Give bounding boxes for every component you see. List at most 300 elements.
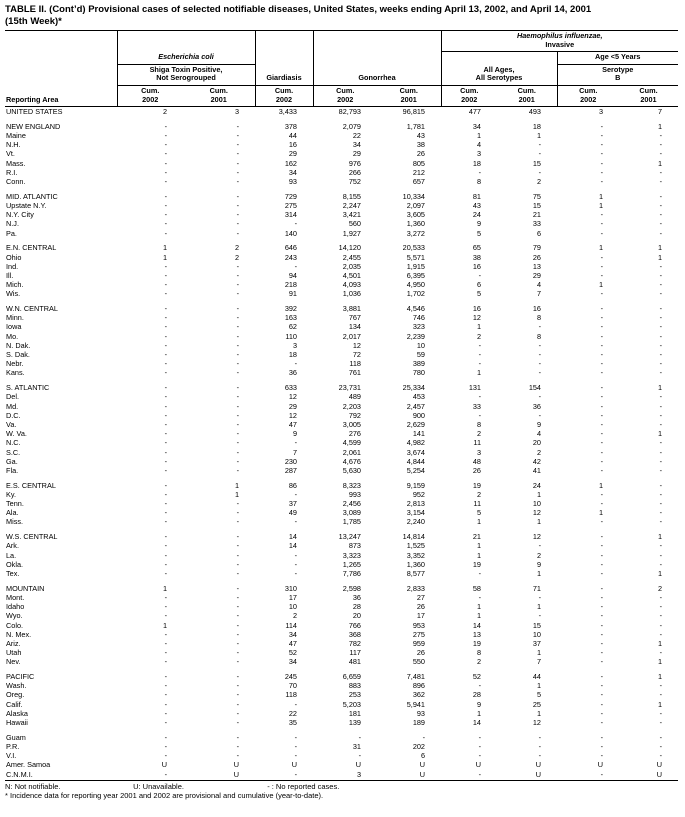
table-row xyxy=(5,411,678,420)
value-cell: 493 xyxy=(528,107,541,117)
value-cell: - xyxy=(659,280,662,290)
value-cell: - xyxy=(164,392,167,402)
value-cell: - xyxy=(236,508,239,518)
value-cell: - xyxy=(600,751,603,761)
reporting-area-cell: Guam xyxy=(6,732,26,742)
reporting-area-cell: Idaho xyxy=(6,602,25,612)
value-cell: 1,360 xyxy=(406,219,425,229)
value-cell: 3,154 xyxy=(406,508,425,518)
table-row xyxy=(5,466,678,475)
value-cell: 378 xyxy=(284,121,297,131)
value-cell: 48 xyxy=(472,456,481,466)
value-cell: 29 xyxy=(532,270,541,280)
value-cell: 362 xyxy=(412,690,425,700)
value-cell: 2,247 xyxy=(342,200,361,210)
value-cell: 3,421 xyxy=(342,210,361,220)
value-cell: - xyxy=(478,769,481,779)
value-cell: 21 xyxy=(532,210,541,220)
value-cell: 761 xyxy=(348,368,361,378)
value-cell: - xyxy=(294,751,297,761)
value-cell: 2,239 xyxy=(406,331,425,341)
value-cell: 3,433 xyxy=(278,107,297,117)
value-cell: 35 xyxy=(288,718,297,728)
value-cell: 3,605 xyxy=(406,210,425,220)
header-spacer xyxy=(5,64,117,85)
value-cell: - xyxy=(164,447,167,457)
value-cell: 2 xyxy=(234,252,239,262)
table-row xyxy=(5,457,678,466)
value-cell: 17 xyxy=(416,611,425,621)
value-cell: - xyxy=(164,261,167,271)
reporting-area-cell: Ark. xyxy=(6,541,19,551)
table-row xyxy=(5,611,678,620)
table-row xyxy=(5,271,678,280)
header-all-ages xyxy=(441,64,557,85)
value-cell: 481 xyxy=(348,657,361,667)
table-row xyxy=(5,481,678,490)
header-ecoli-group: Escherichia coli xyxy=(117,52,255,65)
notifiable-diseases-table xyxy=(5,30,678,779)
table-row xyxy=(5,551,678,560)
reporting-area-cell: La. xyxy=(6,550,17,560)
table-row xyxy=(5,621,678,630)
value-cell: - xyxy=(600,638,603,648)
value-cell: 1 xyxy=(598,280,603,290)
value-cell: - xyxy=(164,438,167,448)
cum-label: Cum. xyxy=(209,85,228,95)
header-spacer xyxy=(5,52,117,65)
value-cell: - xyxy=(164,550,167,560)
value-cell: 15 xyxy=(532,158,541,168)
value-cell: 1 xyxy=(598,480,603,490)
value-cell: - xyxy=(236,629,239,639)
reporting-area-cell: Md. xyxy=(6,401,19,411)
table-row xyxy=(5,313,678,322)
reporting-area-cell: Colo. xyxy=(6,620,24,630)
header-gonorrhea: Gonorrhea xyxy=(313,64,441,85)
value-cell: - xyxy=(164,270,167,280)
value-cell: 3,352 xyxy=(406,550,425,560)
table-row xyxy=(5,429,678,438)
value-cell: 2,061 xyxy=(342,447,361,457)
header-ecoli-cum-2002 xyxy=(117,85,183,106)
cum-label: Cum. xyxy=(460,85,479,95)
value-cell: 1 xyxy=(536,131,541,141)
value-cell: - xyxy=(164,699,167,709)
value-cell: - xyxy=(236,350,239,360)
value-cell: 1 xyxy=(598,191,603,201)
value-cell: 4 xyxy=(476,140,481,150)
value-cell: 14 xyxy=(288,532,297,542)
value-cell: - xyxy=(164,508,167,518)
value-cell: - xyxy=(600,410,603,420)
value-cell: 1 xyxy=(657,657,662,667)
value-cell: 550 xyxy=(412,657,425,667)
value-cell: 1,525 xyxy=(406,541,425,551)
value-cell: 37 xyxy=(532,638,541,648)
value-cell: 6 xyxy=(420,751,425,761)
value-cell: - xyxy=(659,219,662,229)
value-cell: - xyxy=(236,304,239,314)
value-cell: 275 xyxy=(412,629,425,639)
value-cell: 26 xyxy=(416,149,425,159)
value-cell: 14,120 xyxy=(338,243,361,253)
value-cell: - xyxy=(659,177,662,187)
value-cell: - xyxy=(600,313,603,323)
value-cell: 59 xyxy=(416,350,425,360)
value-cell: 4 xyxy=(536,280,541,290)
value-cell: 10 xyxy=(532,499,541,509)
header-ecoli-subgroup-line1: Shiga Toxin Positive, xyxy=(149,64,223,74)
value-cell: - xyxy=(538,732,541,742)
table-row xyxy=(5,700,678,709)
value-cell: - xyxy=(538,322,541,332)
value-cell: 6 xyxy=(476,280,481,290)
value-cell: - xyxy=(659,131,662,141)
value-cell: - xyxy=(600,158,603,168)
value-cell: 29 xyxy=(352,149,361,159)
value-cell: - xyxy=(236,210,239,220)
table-row xyxy=(5,420,678,429)
value-cell: - xyxy=(659,368,662,378)
header-spacer xyxy=(255,31,313,52)
header-hinfluenzae-invasive: Invasive xyxy=(545,39,575,49)
footnotes xyxy=(5,780,678,801)
value-cell: 18 xyxy=(472,158,481,168)
table-row xyxy=(5,350,678,359)
table-row xyxy=(5,630,678,639)
value-cell: - xyxy=(294,517,297,527)
value-cell: - xyxy=(600,592,603,602)
value-cell: 36 xyxy=(532,401,541,411)
value-cell: - xyxy=(236,149,239,159)
table-row xyxy=(5,569,678,578)
value-cell: - xyxy=(164,410,167,420)
value-cell: 3,323 xyxy=(342,550,361,560)
value-cell: - xyxy=(164,489,167,499)
reporting-area-cell: E.S. CENTRAL xyxy=(6,480,56,490)
value-cell: - xyxy=(600,541,603,551)
value-cell: 657 xyxy=(412,177,425,187)
reporting-area-cell: Ky. xyxy=(6,489,17,499)
value-cell: 2,455 xyxy=(342,252,361,262)
reporting-area-cell: N. Dak. xyxy=(6,340,31,350)
reporting-area-cell: Alaska xyxy=(6,708,28,718)
value-cell: 2,203 xyxy=(342,401,361,411)
reporting-area-cell: S. ATLANTIC xyxy=(6,383,50,393)
value-cell: - xyxy=(164,140,167,150)
value-cell: - xyxy=(600,270,603,280)
value-cell: - xyxy=(659,149,662,159)
value-cell: - xyxy=(294,550,297,560)
header-giardiasis-cum-2002 xyxy=(255,85,313,106)
reporting-area-cell: Wash. xyxy=(6,681,27,691)
value-cell: - xyxy=(478,167,481,177)
value-cell: - xyxy=(659,708,662,718)
value-cell: U xyxy=(161,760,167,770)
value-cell: - xyxy=(236,456,239,466)
value-cell: - xyxy=(164,158,167,168)
value-cell: - xyxy=(164,228,167,238)
value-cell: 28 xyxy=(472,690,481,700)
value-cell: - xyxy=(538,410,541,420)
value-cell: - xyxy=(659,465,662,475)
year-label: 2001 xyxy=(518,94,535,104)
value-cell: - xyxy=(236,140,239,150)
table-row xyxy=(5,657,678,666)
reporting-area-cell: Ala. xyxy=(6,508,19,518)
value-cell: - xyxy=(164,708,167,718)
value-cell: - xyxy=(164,331,167,341)
value-cell: - xyxy=(600,550,603,560)
value-cell: 1 xyxy=(476,541,481,551)
value-cell: - xyxy=(358,751,361,761)
value-cell: - xyxy=(294,741,297,751)
value-cell: - xyxy=(659,751,662,761)
value-cell: 952 xyxy=(412,489,425,499)
value-cell: - xyxy=(600,447,603,457)
value-cell: 34 xyxy=(472,121,481,131)
value-cell: - xyxy=(600,611,603,621)
value-cell: 25,334 xyxy=(402,383,425,393)
table-row xyxy=(5,681,678,690)
value-cell: - xyxy=(164,210,167,220)
value-cell: 43 xyxy=(472,200,481,210)
value-cell: 131 xyxy=(468,383,481,393)
header-spacer xyxy=(255,52,313,65)
value-cell: 766 xyxy=(348,620,361,630)
year-label: 2002 xyxy=(275,94,293,104)
table-row xyxy=(5,341,678,350)
value-cell: - xyxy=(600,769,603,779)
value-cell: - xyxy=(236,611,239,621)
table-row xyxy=(5,322,678,331)
value-cell: - xyxy=(600,629,603,639)
value-cell: 2,457 xyxy=(406,401,425,411)
value-cell: - xyxy=(236,429,239,439)
value-cell: - xyxy=(164,177,167,187)
legend-unavailable: U: Unavailable. xyxy=(133,781,184,791)
year-label: 2002 xyxy=(461,94,478,104)
value-cell: - xyxy=(236,681,239,691)
value-cell: 49 xyxy=(288,508,297,518)
value-cell: - xyxy=(600,517,603,527)
value-cell: 1 xyxy=(536,569,541,578)
value-cell: - xyxy=(659,741,662,751)
value-cell: 2 xyxy=(657,583,662,593)
value-cell: - xyxy=(236,559,239,569)
value-cell: 72 xyxy=(352,350,361,360)
value-cell: 7 xyxy=(536,657,541,667)
value-cell: - xyxy=(600,699,603,709)
value-cell: 253 xyxy=(348,690,361,700)
value-cell: - xyxy=(236,732,239,742)
value-cell: 38 xyxy=(472,252,481,262)
reporting-area-cell: Iowa xyxy=(6,322,22,332)
value-cell: 2 xyxy=(536,447,541,457)
value-cell: 10 xyxy=(416,340,425,350)
value-cell: - xyxy=(600,465,603,475)
table-row xyxy=(5,192,678,201)
table-row xyxy=(5,742,678,751)
value-cell: 163 xyxy=(284,313,297,323)
value-cell: 1,702 xyxy=(406,289,425,299)
value-cell: - xyxy=(236,672,239,682)
value-cell: 18 xyxy=(532,121,541,131)
value-cell: - xyxy=(659,592,662,602)
value-cell: - xyxy=(236,648,239,658)
table-row xyxy=(5,149,678,158)
value-cell: 134 xyxy=(348,322,361,332)
value-cell: 310 xyxy=(284,583,297,593)
value-cell: - xyxy=(236,751,239,761)
reporting-area-cell: C.N.M.I. xyxy=(6,769,33,779)
value-cell: - xyxy=(600,732,603,742)
value-cell: 1 xyxy=(536,489,541,499)
value-cell: 140 xyxy=(284,228,297,238)
reporting-area-cell: Ohio xyxy=(6,252,22,262)
value-cell: 245 xyxy=(284,672,297,682)
value-cell: 139 xyxy=(348,718,361,728)
year-label: 2001 xyxy=(210,94,227,104)
header-serotype-b xyxy=(557,64,678,85)
value-cell: 2,097 xyxy=(406,200,425,210)
header-row-4 xyxy=(5,85,678,106)
value-cell: 1 xyxy=(162,620,167,630)
value-cell: 1 xyxy=(536,708,541,718)
value-cell: 976 xyxy=(348,158,361,168)
value-cell: 26 xyxy=(472,465,481,475)
value-cell: - xyxy=(600,149,603,159)
value-cell: - xyxy=(236,228,239,238)
value-cell: - xyxy=(600,681,603,691)
value-cell: - xyxy=(600,489,603,499)
value-cell: 25 xyxy=(532,699,541,709)
value-cell: 81 xyxy=(472,191,481,201)
value-cell: 6 xyxy=(536,228,541,238)
value-cell: 1 xyxy=(162,252,167,262)
value-cell: - xyxy=(478,569,481,578)
table-row xyxy=(5,243,678,252)
table-row xyxy=(5,159,678,168)
value-cell: 900 xyxy=(412,410,425,420)
value-cell: - xyxy=(236,121,239,131)
table-row xyxy=(5,541,678,550)
value-cell: - xyxy=(538,751,541,761)
value-cell: - xyxy=(600,177,603,187)
value-cell: 2,833 xyxy=(406,583,425,593)
reporting-area-cell: Maine xyxy=(6,131,26,141)
value-cell: 12 xyxy=(532,508,541,518)
value-cell: 3 xyxy=(356,769,361,779)
value-cell: - xyxy=(659,401,662,411)
table-row xyxy=(5,648,678,657)
value-cell: - xyxy=(600,419,603,429)
value-cell: 275 xyxy=(284,200,297,210)
header-ecoli-subgroup-line2: Not Serogrouped xyxy=(156,73,216,83)
value-cell: 47 xyxy=(288,419,297,429)
value-cell: - xyxy=(164,200,167,210)
header-allages-cum-2002 xyxy=(441,85,497,106)
value-cell: - xyxy=(659,559,662,569)
table-row xyxy=(5,770,678,779)
header-row-3 xyxy=(5,64,678,85)
value-cell: 10,334 xyxy=(402,191,425,201)
reporting-area-cell: Hawaii xyxy=(6,718,28,728)
table-row xyxy=(5,718,678,727)
value-cell: - xyxy=(659,690,662,700)
value-cell: - xyxy=(164,592,167,602)
value-cell: - xyxy=(236,690,239,700)
value-cell: 453 xyxy=(412,392,425,402)
value-cell: 4,676 xyxy=(342,456,361,466)
value-cell: 93 xyxy=(416,708,425,718)
value-cell: U xyxy=(475,760,481,770)
value-cell: - xyxy=(164,672,167,682)
reporting-area-cell: Tex. xyxy=(6,569,20,578)
value-cell: - xyxy=(236,261,239,271)
value-cell: 1 xyxy=(476,708,481,718)
value-cell: 5,630 xyxy=(342,465,361,475)
value-cell: - xyxy=(236,289,239,299)
value-cell: 1 xyxy=(536,648,541,658)
reporting-area-cell: Kans. xyxy=(6,368,25,378)
value-cell: 70 xyxy=(288,681,297,691)
table-row xyxy=(5,219,678,228)
value-cell: 729 xyxy=(284,191,297,201)
value-cell: - xyxy=(164,419,167,429)
value-cell: - xyxy=(164,465,167,475)
reporting-area-cell: Okla. xyxy=(6,559,24,569)
value-cell: 218 xyxy=(284,280,297,290)
value-cell: - xyxy=(600,331,603,341)
reporting-area-cell: Conn. xyxy=(6,177,26,187)
value-cell: 1,785 xyxy=(342,517,361,527)
value-cell: - xyxy=(600,261,603,271)
value-cell: 12 xyxy=(288,392,297,402)
value-cell: 8 xyxy=(476,648,481,658)
value-cell: 212 xyxy=(412,167,425,177)
value-cell: U xyxy=(656,769,662,779)
value-cell: - xyxy=(659,191,662,201)
value-cell: 2 xyxy=(234,243,239,253)
value-cell: - xyxy=(164,350,167,360)
value-cell: - xyxy=(659,541,662,551)
value-cell: - xyxy=(659,331,662,341)
value-cell: 26 xyxy=(532,252,541,262)
reporting-area-cell: N.J. xyxy=(6,219,19,229)
value-cell: 11 xyxy=(473,499,481,509)
value-cell: - xyxy=(164,648,167,658)
value-cell: 4,093 xyxy=(342,280,361,290)
value-cell: 37 xyxy=(288,499,297,509)
value-cell: - xyxy=(164,340,167,350)
value-cell: - xyxy=(600,210,603,220)
value-cell: - xyxy=(164,219,167,229)
value-cell: - xyxy=(236,592,239,602)
value-cell: 93 xyxy=(288,177,297,187)
value-cell: 2 xyxy=(536,177,541,187)
value-cell: - xyxy=(659,359,662,369)
value-cell: 8 xyxy=(536,331,541,341)
value-cell: - xyxy=(600,620,603,630)
value-cell: - xyxy=(600,583,603,593)
value-cell: - xyxy=(236,583,239,593)
value-cell: 2,079 xyxy=(342,121,361,131)
value-cell: - xyxy=(600,456,603,466)
value-cell: - xyxy=(659,270,662,280)
value-cell: 31 xyxy=(352,741,361,751)
